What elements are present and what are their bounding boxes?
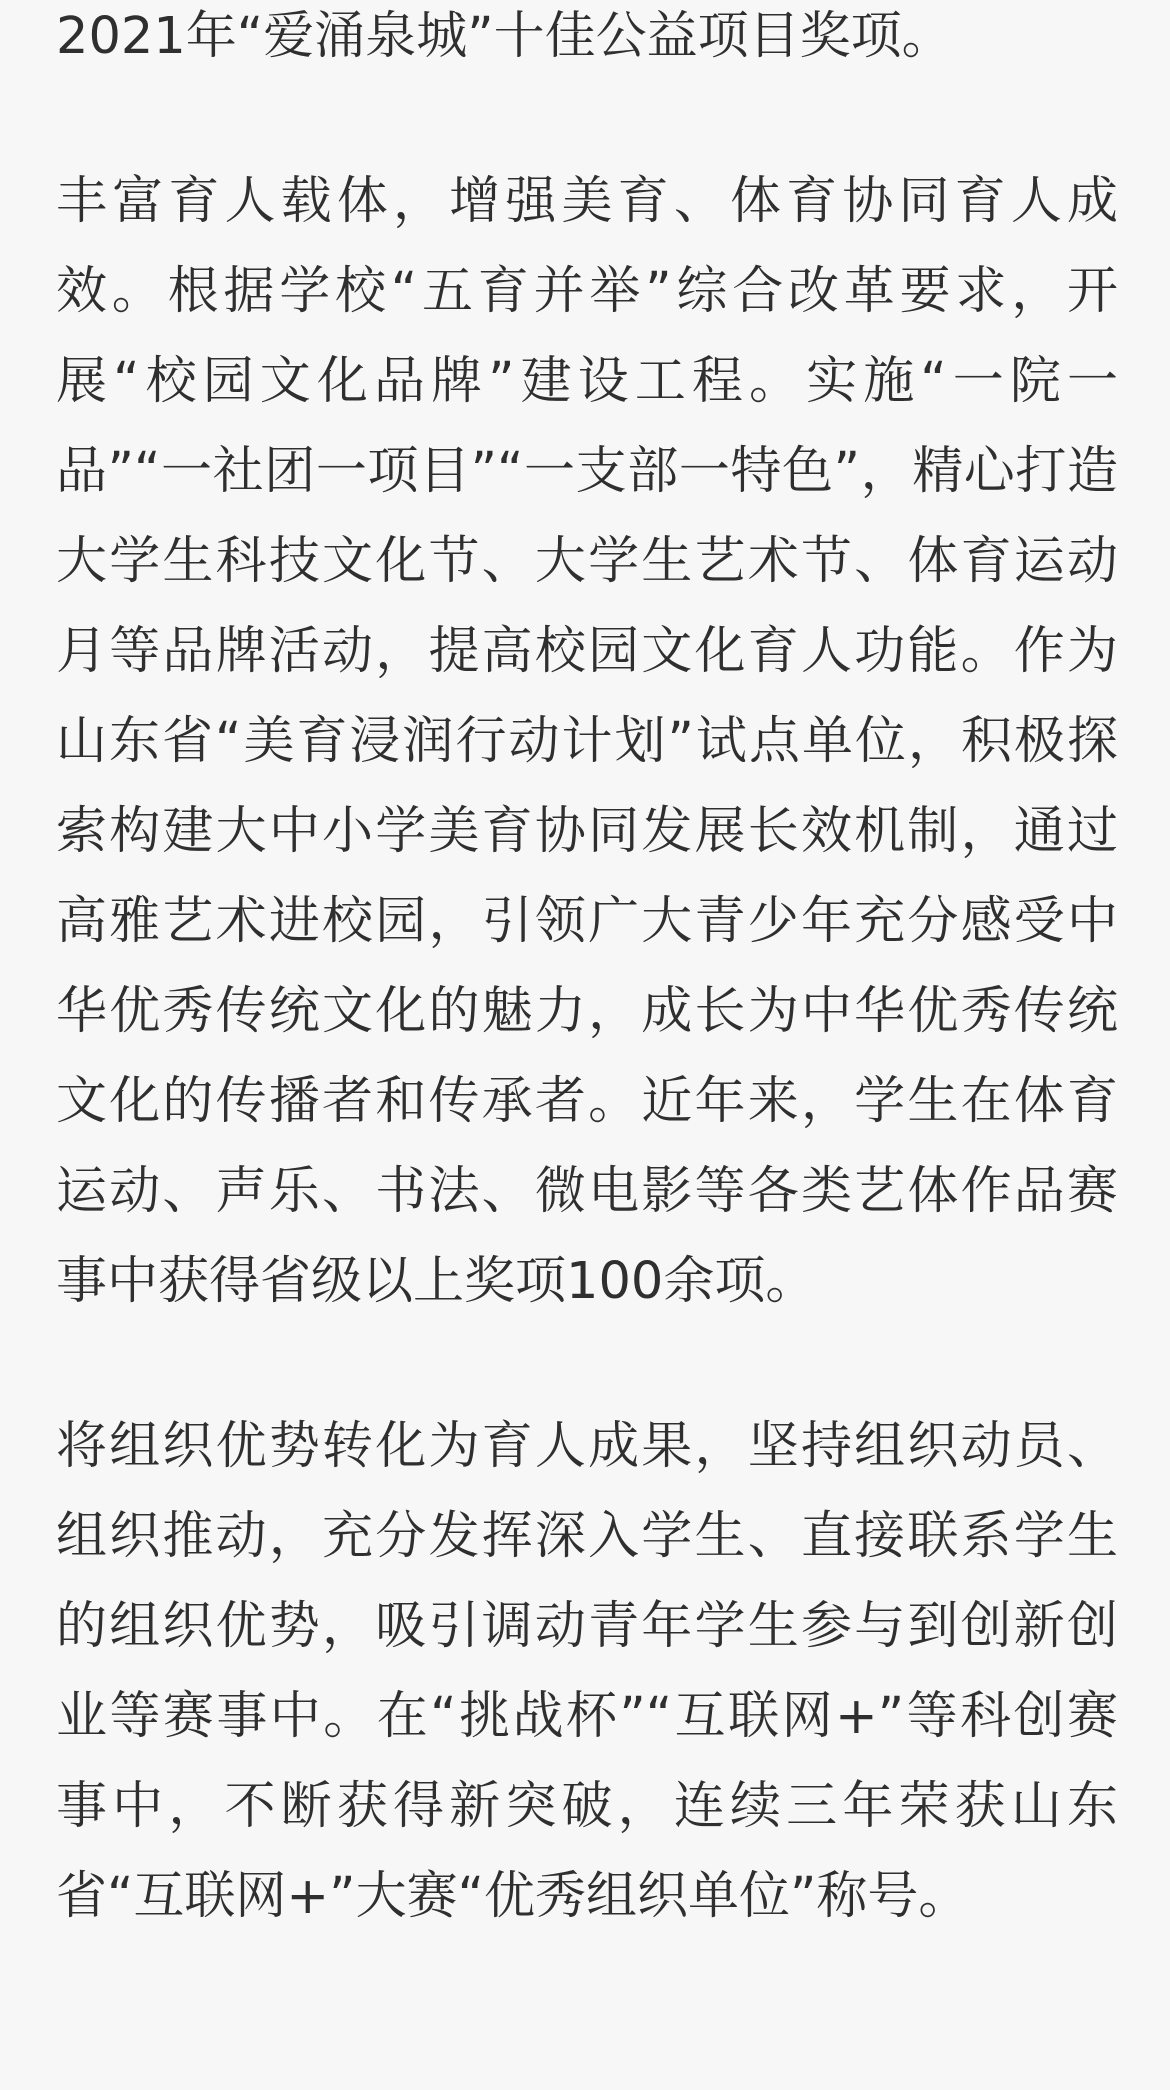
paragraph-awards: 2021年“爱涌泉城”十佳公益项目奖项。	[56, 7, 953, 66]
paragraph-gap	[56, 82, 1118, 157]
paragraph-gap	[56, 1327, 1118, 1402]
paragraph-organization: 将组织优势转化为育人成果，坚持组织动员、组织推动，充分发挥深入学生、直接联系学生的组织优势，吸引调动青年学生参与到创新创业等赛事中。在“挑战杯”“互联网+”等科创赛事中，不断获得新突破，连续三年荣获山东省“互联网+”大赛“优秀组织单位”称号。	[56, 1417, 1118, 1926]
paragraph-aesthetic-education: 丰富育人载体，增强美育、体育协同育人成效。根据学校“五育并举”综合改革要求，开展“校园文化品牌”建设工程。实施“一院一品”“一社团一项目”“一支部一特色”，精心打造大学生科技文化节、大学生艺术节、体育运动月等品牌活动，提高校园文化育人功能。作为山东省“美育浸润行动计划”试点单位，积极探索构建大中小学美育协同发展长效机制，通过高雅艺术进校园，引领广大青少年充分感受中华优秀传统文化的魅力，成长为中华优秀传统文化的传播者和传承者。近年来，学生在体育运动、声乐、书法、微电影等各类艺体作品赛事中获得省级以上奖项100余项。	[56, 172, 1118, 1311]
